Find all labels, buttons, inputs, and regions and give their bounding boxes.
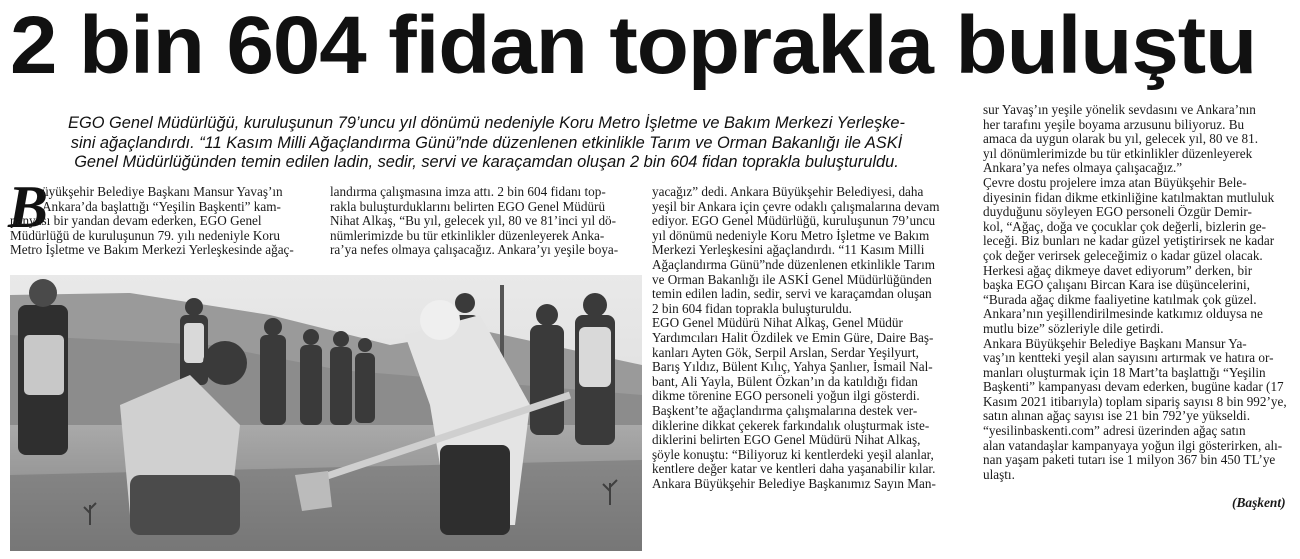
article-line: Merkezi Yerleşkesini ağaçlandırdı. “11 Kasım Milli <box>652 243 925 258</box>
article-line: Metro İşletme ve Bakım Merkezi Yerleşkesinde ağaç- <box>10 243 294 258</box>
article-line: dikme törenine EGO personeli yoğun ilgi gösterdi. <box>652 389 920 404</box>
article-column-4 <box>983 103 1295 482</box>
article-line: Ankara Büyükşehir Belediye Başkanı Mansur Ya- <box>983 336 1247 351</box>
article-line: diyesinin fidan dikme etkinliğine katılmaktan mutluluk <box>983 190 1275 205</box>
article-line: yeşil bir Ankara için çevre odaklı çalışmalarına devam <box>652 199 940 214</box>
lead-line: EGO Genel Müdürlüğü, kuruluşunun 79’uncu yıl dönümü nedeniyle Koru Metro İşletme ve Bakım Merkezi Yerleşke- <box>68 114 905 132</box>
article-line: ulaştı. <box>983 467 1015 482</box>
article-line: mutlu bize” sözleriyle dile getirdi. <box>983 321 1164 336</box>
article-line: landırma çalışmasına imza attı. 2 bin 604 fidanı top- <box>330 185 606 199</box>
article-line: yacağız” dedi. Ankara Büyükşehir Belediyesi, daha <box>652 185 924 199</box>
article-line: Çevre dostu projelere imza atan Büyükşehir Bele- <box>983 175 1247 190</box>
article-line: amaca da uygun olarak bu yıl, gelecek yıl, 80 ve 81. <box>983 132 1259 147</box>
article-line: kentlere değer katar ve kentleri daha yaşanabilir kılar. <box>652 462 936 477</box>
article-line: Ağaçlandırma Günü”nde düzenlenen etkinlikle Tarım <box>652 257 935 272</box>
article-line: satın alınan ağaç sayısı ise 21 bin 792’ye yükseldi. <box>983 409 1250 424</box>
tree-planting-photo-illustration <box>10 275 642 551</box>
headline: 2 bin 604 fidan toprakla buluştu <box>10 0 1257 91</box>
article-line: ra’ya nefes olmaya çalışacağız. Ankara’yı yeşile boya- <box>330 243 619 258</box>
article-line: Başkent’te ağaçlandırma çalışmalarına destek ver- <box>652 403 918 418</box>
article-line: Yardımcıları Halit Özdilek ve Emin Güre, Daire Baş- <box>652 330 934 345</box>
tree-planting-photo <box>10 275 642 551</box>
article-column-3 <box>652 185 970 491</box>
article-line: bant, Ali Yayla, Bülent Özkan’ın da katıldığı fidan <box>652 374 918 389</box>
article-line: temin edilen ladin, sedir, servi ve karaçamdan oluşan <box>652 287 932 302</box>
drop-cap: B <box>8 174 49 240</box>
article-line: diklerini belirten EGO Genel Müdürü Nihat Alkaş, <box>652 433 921 448</box>
article-line: Nihat Alkaş, “Bu yıl, gelecek yıl, 80 ve 81’inci yıl dö- <box>330 214 617 229</box>
article-line: manları oluşturmak için 18 Mart’ta başlattığı “Yeşilin <box>983 365 1266 380</box>
article-line: sur Yavaş’ın yeşile yönelik sevdasını ve Ankara’nın <box>983 103 1256 117</box>
article-line: alan vatandaşlar kampanyaya yoğun ilgi gösterirken, alı- <box>983 438 1283 453</box>
article-line: diklerine dikkat çekerek farkındalık oluşturmak iste- <box>652 418 930 433</box>
article-line: başka EGO çalışanı Bircan Kara ise düşüncelerini, <box>983 278 1250 293</box>
article-line: leceği. Biz bunları ne kadar güzel yetiştirirsek ne kadar <box>983 234 1275 249</box>
article-line: duyduğunu söyleyen EGO personeli Özgür Demir- <box>983 205 1252 220</box>
article-line: Ankara’nın yeşillendirilmesinde katkımız olduysa ne <box>983 307 1263 322</box>
article-line: yıl dönümlerimizde bu tür etkinlikler düzenleyerek <box>983 146 1253 161</box>
article-line: Başkenti” kampanyası devam ederken, bugüne kadar (17 <box>983 380 1284 395</box>
article-line: rakla buluşturduklarını belirten EGO Genel Müdürü <box>330 199 606 214</box>
article-line: “Burada ağaç dikme faaliyetine katılmak çok güzel. <box>983 292 1257 307</box>
source-signature: (Başkent) <box>1232 495 1286 510</box>
lead-line: Genel Müdürlüğünden temin edilen ladin, sedir, servi ve karaçamdan oluşan 2 bin 604 fidan toprakla buluşturuldu. <box>74 153 899 171</box>
article-line: Barış Yıldız, Bülent Kılıç, Yahya Şanlıer, İsmail Nal- <box>652 360 933 375</box>
article-line: yıl dönümü nedeniyle Koru Metro İşletme ve Bakım <box>652 228 930 243</box>
lead-line: sini ağaçlandırdı. “11 Kasım Milli Ağaçlandırma Günü”nde düzenlenen etkinlikle Tarım ve Orman Bakanlığı ile ASKİ <box>70 133 903 152</box>
article-line: EGO Genel Müdürü Nihat Alkaş, Genel Müdür <box>652 316 903 331</box>
article-line: Ankara’da başlattığı “Yeşilin Başkenti” kam- <box>42 199 281 214</box>
article-line: kol, “Ağaç, doğa ve çocuklar çok değerli, bizlerin ge- <box>983 219 1267 234</box>
article-line: üyükşehir Belediye Başkanı Mansur Yavaş’ın <box>42 185 283 199</box>
article-line: kanları Ayten Gök, Serpil Arslan, Serdar Yeşilyurt, <box>652 345 919 360</box>
article-line: panyası bir yandan devam ederken, EGO Genel <box>10 214 262 229</box>
article-line: nan yaşam paketi tutarı ise 1 milyon 367 bin 450 TL’ye <box>983 453 1276 468</box>
article-column-1 <box>8 174 320 258</box>
article-line: ve Orman Bakanlığı ile ASKİ Genel Müdürlüğünden <box>652 272 932 287</box>
article-line: vaş’ın kentteki yeşil alan sayısını artırmak ve hatıra or- <box>983 351 1274 366</box>
article-line: şöyle konuştu: “Biliyoruz ki kentlerdeki yeşil alanlar, <box>652 447 934 462</box>
article-column-2 <box>330 185 642 258</box>
article-line: ediyor. EGO Genel Müdürlüğü, kuruluşunun 79’uncu <box>652 214 936 229</box>
article-line: her tarafını yeşile boyama arzusunu biliyoruz. Bu <box>983 117 1245 132</box>
article-line: Ankara Büyükşehir Belediye Başkanımız Sayın Man- <box>652 476 936 491</box>
article-line: çok değer verirsek geleceğimiz o kadar güzel olacak. <box>983 248 1263 263</box>
article-line: “yesilinbaskenti.com” adresi üzerinden ağaç satın <box>983 424 1246 439</box>
article-line: 2 bin 604 fidan toprakla buluşturuldu. <box>652 301 852 316</box>
article-line: Kasım 2021 itibarıyla) toplam sipariş sayısı 8 bin 992’ye, <box>983 394 1287 409</box>
lead-paragraph <box>14 114 959 173</box>
article-line: Herkesi ağaç dikmeye davet ediyorum” derken, bir <box>983 263 1253 278</box>
article-line: Müdürlüğü de kuruluşunun 79. yılı nedeniyle Koru <box>10 228 280 243</box>
article-line: Ankara’ya nefes olmaya çalışacağız.” <box>983 161 1183 176</box>
article-line: nümlerimizde bu tür etkinlikler düzenleyerek Anka- <box>330 228 605 243</box>
